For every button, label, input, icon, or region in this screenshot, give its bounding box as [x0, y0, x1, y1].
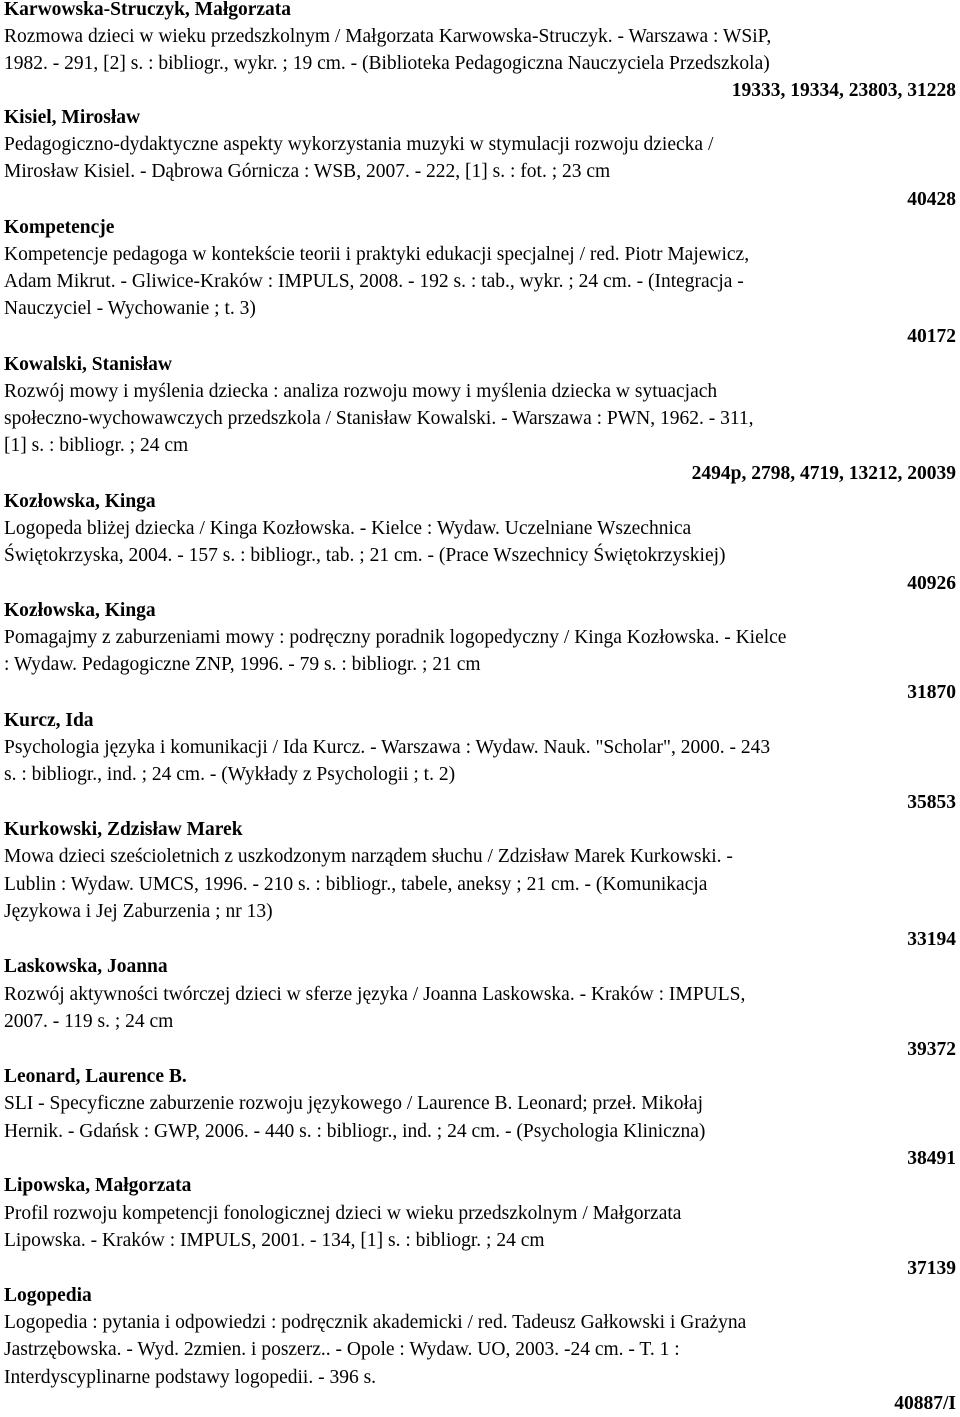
- entry-description-line: Psychologia języka i komunikacji / Ida Kurcz. - Warszawa : Wydaw. Nauk. "Scholar", 2000. - 243: [4, 737, 771, 758]
- entry-description-line: Świętokrzyska, 2004. - 157 s. : bibliogr., tab. ; 21 cm. - (Prace Wszechnicy Świętokrzyskiej): [4, 545, 726, 566]
- entry-signature: 40926: [907, 573, 956, 594]
- entry-author: Laskowska, Joanna: [4, 956, 168, 977]
- entry-description-line: SLI - Specyficzne zaburzenie rozwoju językowego / Laurence B. Leonard; przeł. Mikołaj: [4, 1093, 704, 1114]
- entry-author: Kozłowska, Kinga: [4, 600, 156, 621]
- entry-signature: 38491: [907, 1148, 956, 1169]
- entry-description-line: Jastrzębowska. - Wyd. 2zmien. i poszerz.. - Opole : Wydaw. UO, 2003. -24 cm. - T. 1 :: [4, 1339, 680, 1360]
- entry-author: Kompetencje: [4, 217, 115, 238]
- entry-description-line: Hernik. - Gdańsk : GWP, 2006. - 440 s. : bibliogr., ind. ; 24 cm. - (Psychologia Kliniczna): [4, 1121, 706, 1142]
- entry-description-line: Logopedia : pytania i odpowiedzi : podręcznik akademicki / red. Tadeusz Gałkowski i Grażyna: [4, 1312, 747, 1333]
- entry-description-line: Profil rozwoju kompetencji fonologicznej dzieci w wieku przedszkolnym / Małgorzata: [4, 1203, 682, 1224]
- entry-signature: 40887/I: [894, 1393, 956, 1414]
- entry-author: Kozłowska, Kinga: [4, 491, 156, 512]
- entry-signature: 40428: [907, 189, 956, 210]
- entry-description-line: Językowa i Jej Zaburzenia ; nr 13): [4, 901, 273, 922]
- entry-signature: 37139: [907, 1258, 956, 1279]
- entry-description-line: Interdyscyplinarne podstawy logopedii. - 396 s.: [4, 1367, 377, 1388]
- entry-description-line: Mowa dzieci sześcioletnich z uszkodzonym narządem słuchu / Zdzisław Marek Kurkowski. -: [4, 846, 733, 867]
- entry-description-line: Rozwój mowy i myślenia dziecka : analiza rozwoju mowy i myślenia dziecka w sytuacjach: [4, 381, 718, 402]
- entry-author: Logopedia: [4, 1285, 92, 1306]
- entry-signature: 33194: [907, 929, 956, 950]
- entry-author: Kisiel, Mirosław: [4, 107, 141, 128]
- entry-signature: 31870: [907, 682, 956, 703]
- entry-description-line: Logopeda bliżej dziecka / Kinga Kozłowska. - Kielce : Wydaw. Uczelniane Wszechnica: [4, 518, 692, 539]
- entry-description-line: Pedagogiczno-dydaktyczne aspekty wykorzystania muzyki w stymulacji rozwoju dziecka /: [4, 134, 714, 155]
- entry-author: Karwowska-Struczyk, Małgorzata: [4, 0, 292, 20]
- entry-description-line: Lipowska. - Kraków : IMPULS, 2001. - 134, [1] s. : bibliogr. ; 24 cm: [4, 1230, 545, 1251]
- entry-description-line: Kompetencje pedagoga w kontekście teorii i praktyki edukacji specjalnej / red. Piotr Majewicz,: [4, 244, 750, 265]
- entry-description-line: Pomagajmy z zaburzeniami mowy : podręczny poradnik logopedyczny / Kinga Kozłowska. - Kielce: [4, 627, 787, 648]
- entry-description-line: Adam Mikrut. - Gliwice-Kraków : IMPULS, 2008. - 192 s. : tab., wykr. ; 24 cm. - (Integracja -: [4, 271, 744, 292]
- entry-description-line: Lublin : Wydaw. UMCS, 1996. - 210 s. : bibliogr., tabele, aneksy ; 21 cm. - (Komunikacja: [4, 874, 708, 895]
- entry-description-line: 1982. - 291, [2] s. : bibliogr., wykr. ; 19 cm. - (Biblioteka Pedagogiczna Nauczyciela Przedszkola): [4, 53, 770, 74]
- entry-signature: 39372: [907, 1039, 956, 1060]
- entry-description-line: 2007. - 119 s. ; 24 cm: [4, 1011, 174, 1032]
- entry-author: Kowalski, Stanisław: [4, 354, 172, 375]
- entry-signature: 19333, 19334, 23803, 31228: [731, 80, 956, 101]
- entry-description-line: : Wydaw. Pedagogiczne ZNP, 1996. - 79 s. : bibliogr. ; 21 cm: [4, 654, 481, 675]
- entry-description-line: s. : bibliogr., ind. ; 24 cm. - (Wykłady z Psychologii ; t. 2): [4, 764, 456, 785]
- entry-signature: 35853: [907, 792, 956, 813]
- entry-description-line: [1] s. : bibliogr. ; 24 cm: [4, 435, 189, 456]
- entry-description-line: Rozmowa dzieci w wieku przedszkolnym / Małgorzata Karwowska-Struczyk. - Warszawa : WSiP,: [4, 26, 772, 47]
- entry-author: Kurcz, Ida: [4, 710, 94, 731]
- entry-author: Leonard, Laurence B.: [4, 1066, 187, 1087]
- entry-description-line: Nauczyciel - Wychowanie ; t. 3): [4, 298, 256, 319]
- entry-author: Kurkowski, Zdzisław Marek: [4, 819, 243, 840]
- entry-author: Lipowska, Małgorzata: [4, 1175, 192, 1196]
- entry-signature: 40172: [907, 326, 956, 347]
- entry-description-line: społeczno-wychowawczych przedszkola / Stanisław Kowalski. - Warszawa : PWN, 1962. - 311,: [4, 408, 754, 429]
- entry-description-line: Mirosław Kisiel. - Dąbrowa Górnicza : WSB, 2007. - 222, [1] s. : fot. ; 23 cm: [4, 161, 611, 182]
- entry-signature: 2494p, 2798, 4719, 13212, 20039: [691, 463, 956, 484]
- entry-description-line: Rozwój aktywności twórczej dzieci w sferze języka / Joanna Laskowska. - Kraków : IMPULS,: [4, 984, 746, 1005]
